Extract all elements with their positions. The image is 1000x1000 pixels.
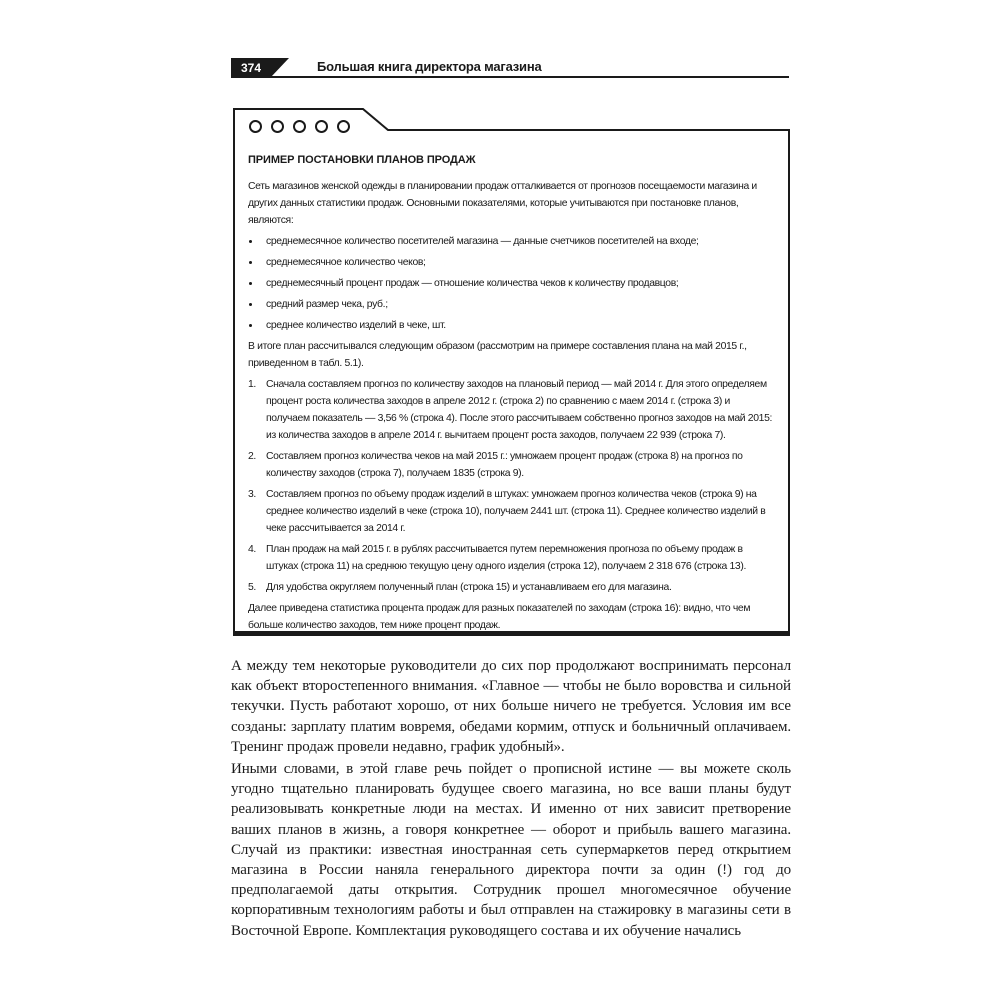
- box-content: [248, 152, 773, 638]
- box-intro: Сеть магазинов женской одежды в планировании продаж отталкивается от прогнозов посещаемости магазина и других данных статистики продаж. Основными показателями, которые учитываются при постановке планов, являются:: [248, 181, 757, 226]
- step-number: 3.: [248, 489, 256, 500]
- step-item: [248, 579, 773, 596]
- step-text: Сначала составляем прогноз по количеству заходов на плановый период — май 2014 г. Для этого определяем процент роста количества заходов в апреле 2012 г. (строка 2) по сравнению с маем 2014 г. (строка 3) и получаем показатель — 3,56 % (строка 4). После этого рассчитываем собственно прогноз заходов на май 2015: из количества заходов в апреле 2014 г. вычитаем процент роста заходов, получаем 22 939 (строка 7).: [266, 379, 773, 441]
- step-item: [248, 376, 773, 444]
- step-text: Составляем прогноз по объему продаж изделий в штуках: умножаем прогноз количества чеков (строка 9) на среднее количество изделий в чеке (строка 10), получаем 2441 шт. (строка 11). Среднее количество изделий в чеке рассчитывается за 2014 г.: [266, 489, 766, 534]
- book-title: Большая книга директора магазина: [317, 59, 542, 74]
- step-number: 5.: [248, 582, 256, 593]
- body-paragraph: А между тем некоторые руководители до сих пор продолжают воспринимать персонал как объект второстепенного внимания. «Главное — чтобы не было воровства и сильной текучки. Пусть работают хорошо, от них больше ничего не требуется. Условия им все созданы: зарплату платим вовремя, обедами кормим, отпуск и больничный оплачиваем. Тренинг продаж провели недавно, график удобный».: [231, 658, 791, 755]
- circle-icon: [271, 120, 284, 133]
- decorative-circles: [249, 120, 350, 133]
- list-item: среднее количество изделий в чеке, шт.: [248, 317, 773, 334]
- step-text: Составляем прогноз количества чеков на май 2015 г.: умножаем процент продаж (строка 8) на прогноз по количеству заходов (строка 7), получаем 1835 (строка 9).: [266, 451, 743, 479]
- circle-icon: [315, 120, 328, 133]
- circle-icon: [293, 120, 306, 133]
- example-sidebar-box: [233, 108, 790, 636]
- step-number: 1.: [248, 379, 256, 390]
- step-text: Для удобства округляем полученный план (строка 15) и устанавливаем его для магазина.: [266, 582, 672, 593]
- step-number: 2.: [248, 451, 256, 462]
- page-number: 374: [231, 58, 271, 77]
- box-closing: Далее приведена статистика процента продаж для разных показателей по заходам (строка 16): видно, что чем больше количество заходов, тем ниже процент продаж.: [248, 603, 751, 631]
- step-item: [248, 486, 773, 537]
- indicator-list: [248, 233, 773, 334]
- list-item: среднемесячный процент продаж — отношение количества чеков к количеству продавцов;: [248, 275, 773, 292]
- step-item: [248, 541, 773, 575]
- list-item: средний размер чека, руб.;: [248, 296, 773, 313]
- steps-list: [248, 376, 773, 596]
- step-text: План продаж на май 2015 г. в рублях рассчитывается путем перемножения прогноза по объему продаж в штуках (строка 11) на среднюю текущую цену одного изделия (строка 12), получаем 2 318 676 (строка 13).: [266, 544, 746, 572]
- circle-icon: [249, 120, 262, 133]
- step-item: [248, 448, 773, 482]
- list-item: среднемесячное количество посетителей магазина — данные счетчиков посетителей на входе;: [248, 233, 773, 250]
- list-item: среднемесячное количество чеков;: [248, 254, 773, 271]
- box-title: ПРИМЕР ПОСТАНОВКИ ПЛАНОВ ПРОДАЖ: [248, 154, 476, 166]
- body-paragraph: Иными словами, в этой главе речь пойдет о прописной истине — вы можете сколь угодно тщательно планировать будущее своего магазина, но все ваши планы будут реализовывать конкретные люди на местах. И именно от них зависит претворение ваших планов в жизнь, а говоря конкретнее — оборот и прибыль вашего магазина. Случай из практики: известная иностранная сеть супермаркетов перед открытием магазина в России наняла генерального директора почти за один (!) год до предполагаемой даты открытия. Сотрудник прошел многомесячное обучение корпоративным технологиям работы и был отправлен на стажировку в магазины сети в Восточной Европе. Комплектация руководящего состава и их обучение начались: [231, 761, 791, 939]
- running-header: [231, 58, 789, 78]
- box-summary: В итоге план рассчитывался следующим образом (рассмотрим на примере составления плана на май 2015 г., приведенном в табл. 5.1).: [248, 341, 747, 369]
- main-body-text: [231, 656, 791, 943]
- circle-icon: [337, 120, 350, 133]
- step-number: 4.: [248, 544, 256, 555]
- header-rule: [231, 76, 789, 78]
